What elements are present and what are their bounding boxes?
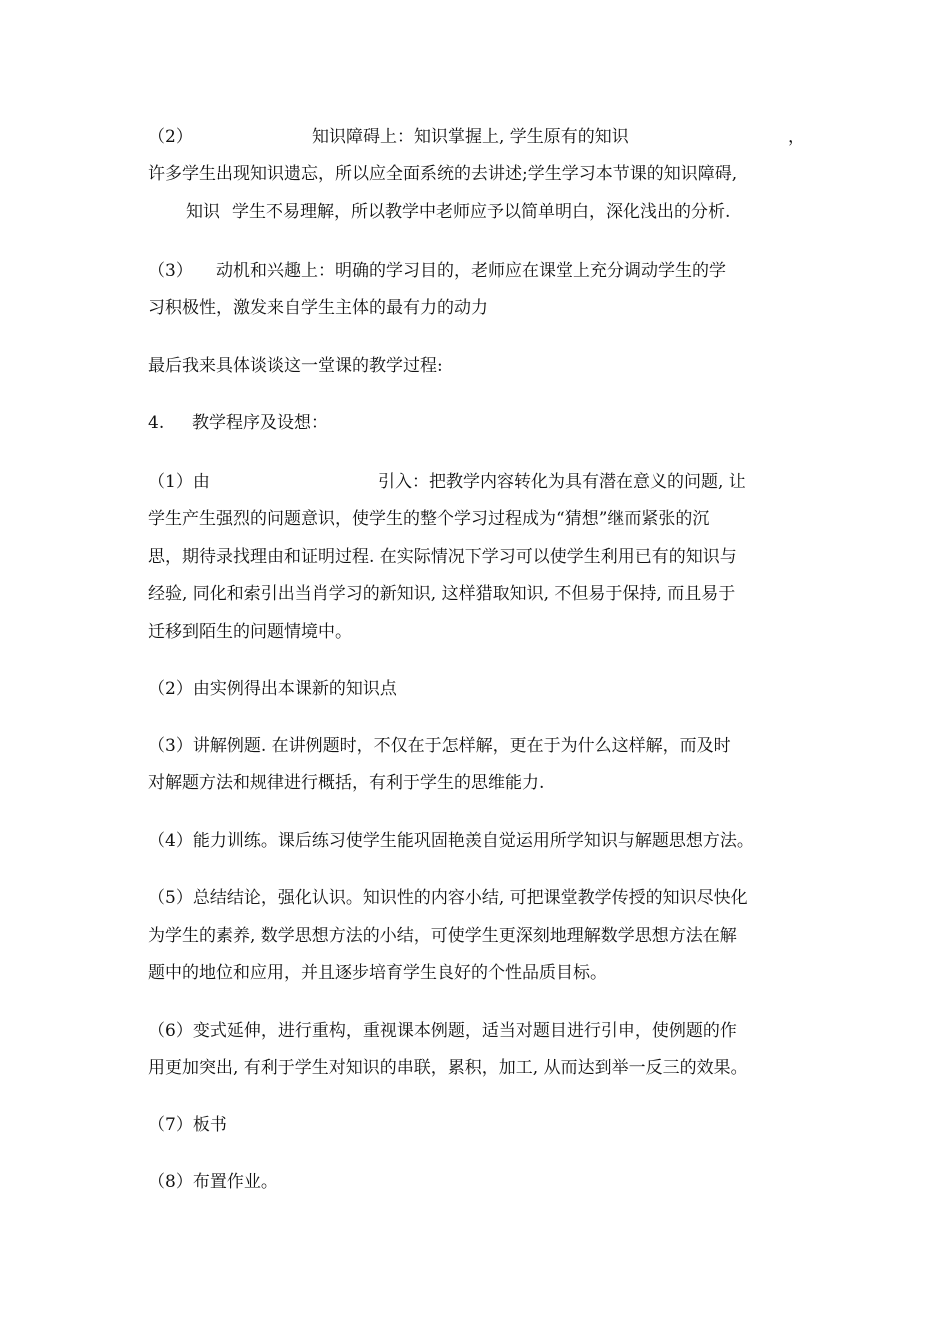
step-5-line-2: 为学生的素养, 数学思想方法的小结，可使学生更深刻地理解数学思想方法在解 bbox=[148, 926, 737, 946]
step-7: （7）板书 bbox=[148, 1115, 227, 1135]
paragraph-2-comma: ， bbox=[788, 127, 805, 147]
step-8: （8）布置作业。 bbox=[148, 1172, 278, 1192]
section-number: 4. bbox=[148, 413, 165, 433]
step-5-line-3: 题中的地位和应用，并且逐步培育学生良好的个性品质目标。 bbox=[148, 963, 607, 983]
section-title: 教学程序及设想： bbox=[192, 413, 328, 433]
step-1-line-4: 经验, 同化和索引出当肖学习的新知识, 这样猎取知识, 不但易于保持, 而且易于 bbox=[148, 584, 736, 604]
step-1-line-2: 学生产生强烈的问题意识，使学生的整个学习过程成为“猜想”继而紧张的沉 bbox=[148, 509, 710, 529]
step-5-line-1: （5）总结结论，强化认识。知识性的内容小结, 可把课堂教学传授的知识尽快化 bbox=[148, 888, 748, 908]
paragraph-2-line-3-text: 学生不易理解，所以教学中老师应予以简单明白，深化浅出的分析. bbox=[232, 202, 731, 222]
paragraph-3-text: 动机和兴趣上：明确的学习目的，老师应在课堂上充分调动学生的学 bbox=[216, 261, 726, 281]
step-3-line-2: 对解题方法和规律进行概括，有利于学生的思维能力. bbox=[148, 773, 545, 793]
intro-text: 最后我来具体谈谈这一堂课的教学过程: bbox=[148, 356, 443, 376]
paragraph-2-text: 知识障碍上：知识掌握上, 学生原有的知识 bbox=[312, 127, 629, 147]
step-6-line-2: 用更加突出, 有利于学生对知识的串联，累积，加工, 从而达到举一反三的效果。 bbox=[148, 1058, 748, 1078]
paragraph-2-line-2: 许多学生出现知识遗忘，所以应全面系统的去讲述;学生学习本节课的知识障碍, bbox=[148, 164, 738, 184]
paragraph-2-line-3-lead: 知识 bbox=[186, 202, 220, 222]
paragraph-3-line-2: 习积极性，激发来自学生主体的最有力的动力 bbox=[148, 298, 488, 318]
step-1-text: 引入：把教学内容转化为具有潜在意义的问题, 让 bbox=[378, 472, 746, 492]
step-1-lead: （1）由 bbox=[148, 472, 210, 492]
step-1-line-5: 迁移到陌生的问题情境中。 bbox=[148, 622, 352, 642]
step-4: （4）能力训练。课后练习使学生能巩固艳羡自觉运用所学知识与解题思想方法。 bbox=[148, 831, 754, 851]
paragraph-3-number: （3） bbox=[148, 261, 193, 281]
step-3-line-1: （3）讲解例题. 在讲例题时，不仅在于怎样解，更在于为什么这样解，而及时 bbox=[148, 736, 731, 756]
paragraph-2-number: （2） bbox=[148, 127, 193, 147]
step-1-line-3: 思，期待录找理由和证明过程. 在实际情况下学习可以使学生利用已有的知识与 bbox=[148, 547, 737, 567]
step-2: （2）由实例得出本课新的知识点 bbox=[148, 679, 397, 699]
step-6-line-1: （6）变式延伸，进行重构，重视课本例题，适当对题目进行引申，使例题的作 bbox=[148, 1021, 737, 1041]
